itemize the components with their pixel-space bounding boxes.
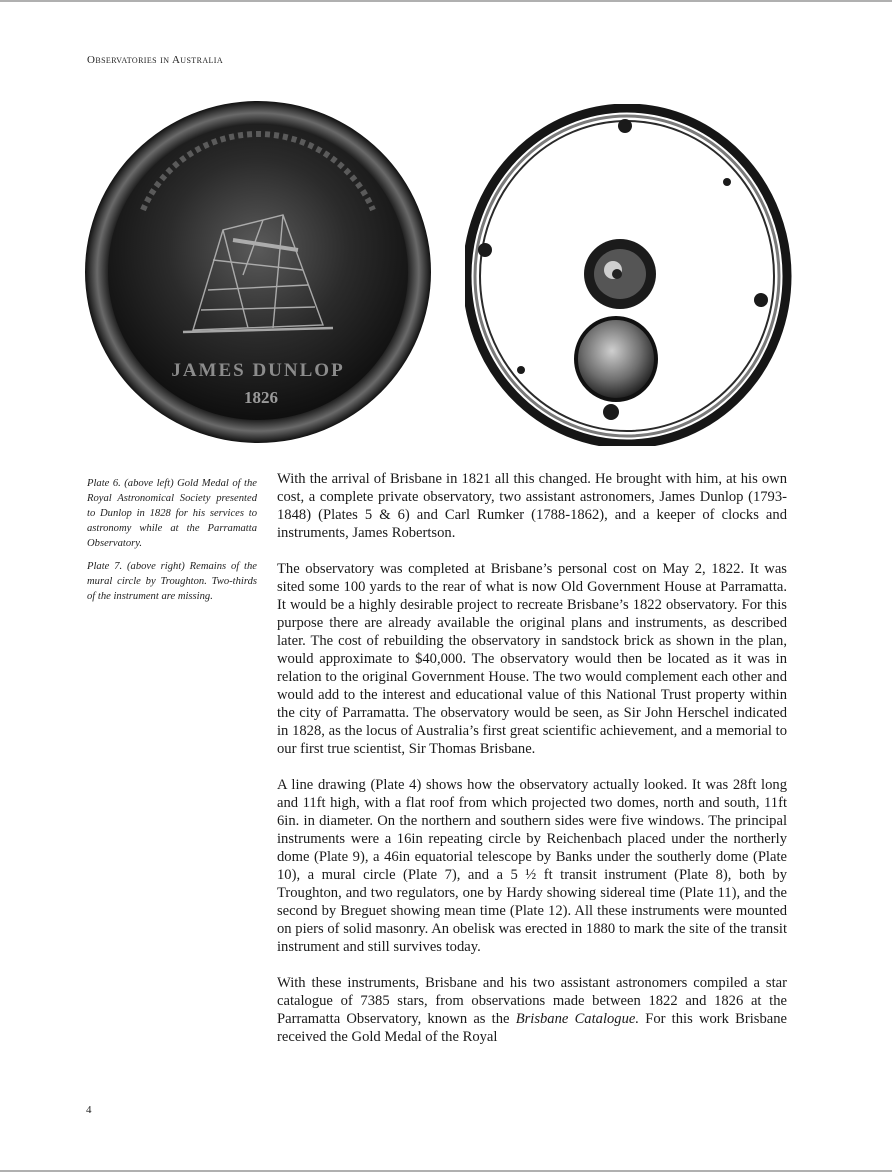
page-bottom-edge [0,1170,892,1172]
paragraph: A line drawing (Plate 4) shows how the observatory actually looked. It was 28ft long and 11ft high, with a flat roof from which projected two domes, north and south, 11ft 6in. in diameter. On the northern and southern sides were five windows. The principal instruments were a 16in repeating circle by Reichenbach placed under the northerly dome (Plate 9), a 46in equatorial telescope by Banks under the southerly dome (Plate 10), a mural circle (Plate 7), and a 5 ½ ft transit instrument (Plate 8), both by Troughton, and two regulators, one by Hardy showing sidereal time (Plate 11), and the second by Breguet showing mean time (Plate 12). All these instruments were mounted on piers of solid masonry. An obelisk was erected in 1880 to mark the site of the transit instrument and still survives today. [277,777,787,955]
paragraph: The observatory was completed at Brisbane’s personal cost on May 2, 1822. It was sited some 100 yards to the rear of what is now Old Government House at Parramatta. It would be a highly desirable project to recreate Brisbane’s 1822 observatory. For this purpose there are already available the original plans and instruments, as described later. The cost of rebuilding the observatory in sandstock brick as shown in the plan, would approximate to $40,000. The observatory would then be located as it was in relation to the original Government House. The two would complement each other and would add to the interest and educational value of this National Trust property within the city of Parramatta. The observatory would be seen, as Sir John Herschel indicated in 1828, as the locus of Australia’s first great scientific achievement, and a memorial to our first true scientist, Sir Thomas Brisbane. [277,561,787,757]
paragraph-text: For this work Brisbane received the Gold Medal of the Royal [277,1011,787,1045]
caption-plate-7: Plate 7. (above right) Remains of the mural circle by Troughton. Two-thirds of the instrument are missing. [87,561,257,602]
gold-medal-photo [83,100,433,445]
paragraph-last [277,974,787,1046]
paragraph: With the arrival of Brisbane in 1821 all this changed. He brought with him, at his own cost, a complete private observatory, two assistant astronomers, James Dunlop (1793-1848) (Plates 5 & 6) and Carl Rumker (1788-1862), and a keeper of clocks and instruments, James Robertson. [277,471,787,541]
catalogue-title: Brisbane Catalogue. [515,1011,640,1027]
medal-name-engraving: JAMES DUNLOP [171,360,345,381]
running-head: Observatories in Australia [87,54,224,66]
plate-captions [87,476,257,612]
page-number: 4 [86,1104,92,1116]
page-top-edge [0,0,892,2]
body-text [277,470,787,1064]
medal-year-engraving: 1826 [244,388,278,407]
paragraph-text: With these instruments, Brisbane and his two assistant astronomers compiled a star catalogue of 7385 stars, from observations made between 1822 and 1826 at the Parramatta Observatory, known as the [277,975,787,1027]
mural-circle-photo [465,104,793,446]
caption-plate-6: Plate 6. (above left) Gold Medal of the Royal Astronomical Society presented to Dunlop in 1828 for his services to astronomy while at the Parramatta Observatory. [87,478,257,549]
